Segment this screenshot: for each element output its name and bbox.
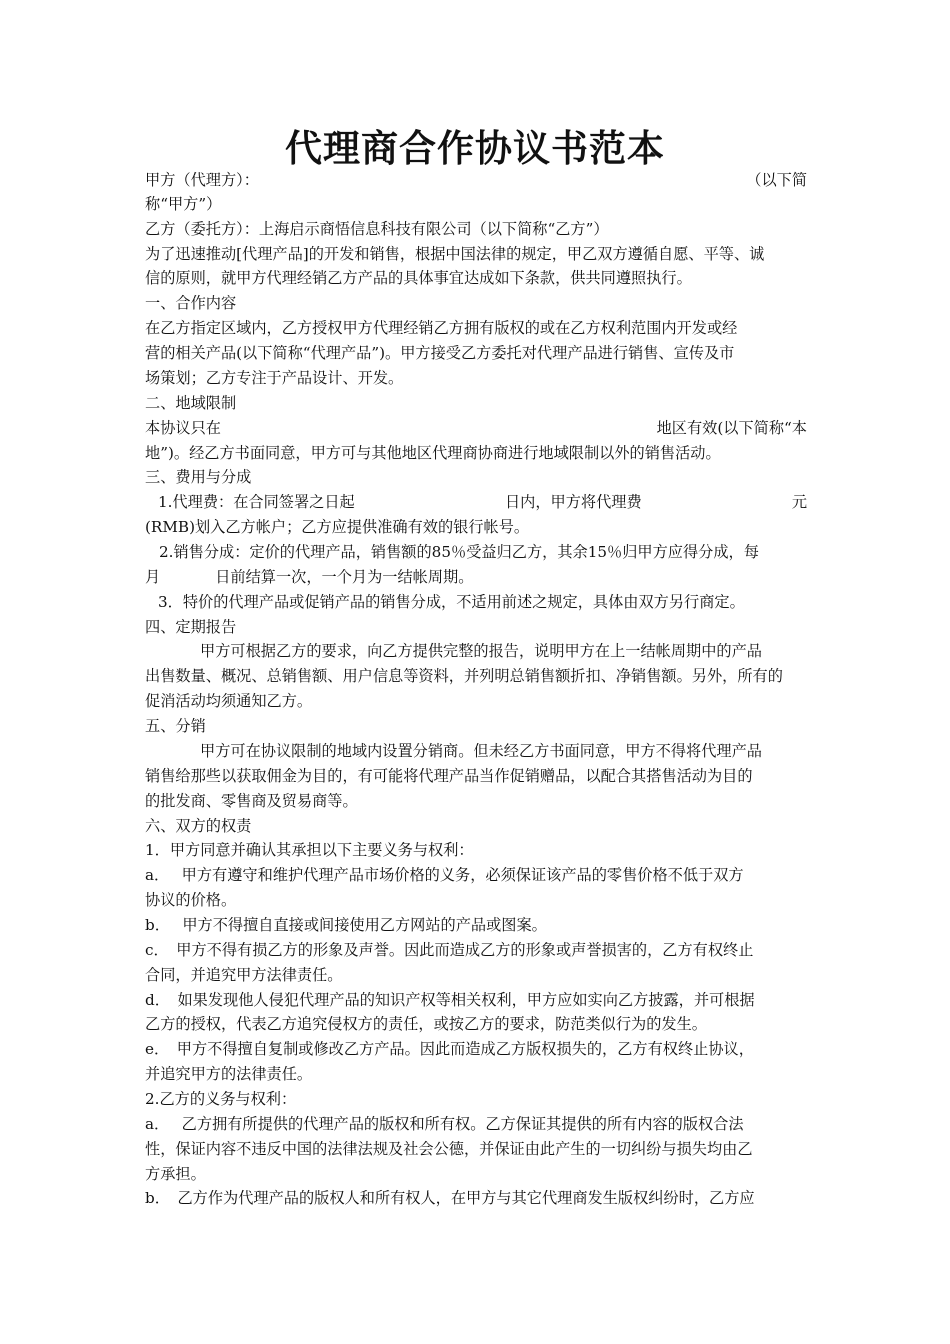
party-a-line [145, 170, 807, 190]
party-b-line: 乙方（委托方）：上海启示商悟信息科技有限公司（以下简称“乙方”） [145, 220, 609, 238]
settle-text-b: 日前结算一次，一个月为一结帐周期。 [215, 568, 474, 586]
clause-line: e． 甲方不得擅自复制或修改乙方产品。因此而造成乙方版权损失的，乙方有权终止协议， [145, 1040, 754, 1058]
settle-text-a: 月 [145, 568, 161, 586]
section-heading: 五、分销 [145, 717, 206, 735]
clause-line: 方承担。 [145, 1165, 206, 1183]
paragraph-line: 2.销售分成：定价的代理产品，销售额的85％受益归乙方，其余15％归甲方应得分成，每 [159, 543, 759, 561]
clause-line: 合同，并追究甲方法律责任。 [145, 966, 343, 984]
paragraph-line: 甲方可在协议限制的地域内设置分销商。但未经乙方书面同意，甲方不得将代理产品 [200, 742, 762, 760]
section-heading: 二、地域限制 [145, 394, 237, 412]
fee-text-b: 日内，甲方将代理费 [504, 493, 642, 511]
paragraph-line: (RMB)划入乙方帐户；乙方应提供准确有效的银行帐号。 [145, 518, 530, 536]
paragraph-line: 营的相关产品(以下简称“代理产品”)。甲方接受乙方委托对代理产品进行销售、宣传及市 [145, 344, 735, 362]
paragraph-line [145, 418, 807, 438]
region-text-a: 本协议只在 [145, 419, 221, 437]
clause-line: d． 如果发现他人侵犯代理产品的知识产权等相关权利，甲方应如实向乙方披露，并可根据 [145, 991, 755, 1009]
sub-heading: 1．甲方同意并确认其承担以下主要义务与权利： [145, 841, 474, 859]
region-text-b: 地区有效(以下简称“本 [656, 419, 807, 437]
party-a-suffix: （以下简 [746, 171, 807, 189]
section-heading: 六、双方的权责 [145, 817, 252, 835]
paragraph-line: 在乙方指定区域内，乙方授权甲方代理经销乙方拥有版权的或在乙方权利范围内开发或经 [145, 319, 738, 337]
fee-line [145, 492, 807, 512]
clause-line: a． 乙方拥有所提供的代理产品的版权和所有权。乙方保证其提供的所有内容的版权合法 [145, 1115, 744, 1133]
paragraph-line: 地”)。经乙方书面同意，甲方可与其他地区代理商协商进行地域限制以外的销售活动。 [145, 444, 721, 462]
paragraph-line [145, 567, 807, 587]
clause-line: b． 甲方不得擅自直接或间接使用乙方网站的产品或图案。 [145, 916, 547, 934]
clause-line: 并追究甲方的法律责任。 [145, 1065, 313, 1083]
fee-text-c: 元 [791, 493, 807, 511]
clause-line: 协议的价格。 [145, 891, 237, 909]
clause-line: 性，保证内容不违反中国的法律法规及社会公德，并保证由此产生的一切纠纷与损失均由乙 [145, 1140, 753, 1158]
section-heading: 四、定期报告 [145, 618, 237, 636]
party-a-label: 甲方（代理方）： [145, 171, 259, 189]
section-heading: 三、费用与分成 [145, 468, 252, 486]
paragraph-line: 3．特价的代理产品或促销产品的销售分成，不适用前述之规定，具体由双方另行商定。 [158, 593, 745, 611]
paragraph-line: 促消活动均须通知乙方。 [145, 692, 313, 710]
paragraph-line: 甲方可根据乙方的要求，向乙方提供完整的报告，说明甲方在上一结帐周期中的产品 [200, 642, 762, 660]
clause-line: c． 甲方不得有损乙方的形象及声誉。因此而造成乙方的形象或声誉损害的，乙方有权终止 [145, 941, 754, 959]
section-heading: 一、合作内容 [145, 294, 237, 312]
party-a-cont: 称“甲方”） [145, 195, 222, 213]
paragraph-line: 的批发商、零售商及贸易商等。 [145, 792, 358, 810]
paragraph-line: 销售给那些以获取佣金为目的，有可能将代理产品当作促销赠品，以配合其搭售活动为目的 [145, 767, 753, 785]
preamble-line: 信的原则，就甲方代理经销乙方产品的具体事宜达成如下条款，供共同遵照执行。 [145, 269, 692, 287]
fee-text-a: 1.代理费：在合同签署之日起 [158, 493, 355, 511]
paragraph-line: 出售数量、概况、总销售额、用户信息等资料，并列明总销售额折扣、净销售额。另外，所有的 [145, 667, 783, 685]
clause-line: 乙方的授权，代表乙方追究侵权方的责任，或按乙方的要求，防范类似行为的发生。 [145, 1015, 707, 1033]
clause-line: a． 甲方有遵守和维护代理产品市场价格的义务，必须保证该产品的零售价格不低于双方 [145, 866, 744, 884]
sub-heading: 2.乙方的义务与权利： [145, 1090, 297, 1108]
paragraph-line: 场策划；乙方专注于产品设计、开发。 [145, 369, 404, 387]
clause-line: b． 乙方作为代理产品的版权人和所有权人，在甲方与其它代理商发生版权纠纷时，乙方应 [145, 1189, 755, 1207]
preamble-line: 为了迅速推动[代理产品]的开发和销售，根据中国法律的规定，甲乙双方遵循自愿、平等、诚 [145, 245, 765, 263]
document-title: 代理商合作协议书范本 [285, 126, 665, 170]
